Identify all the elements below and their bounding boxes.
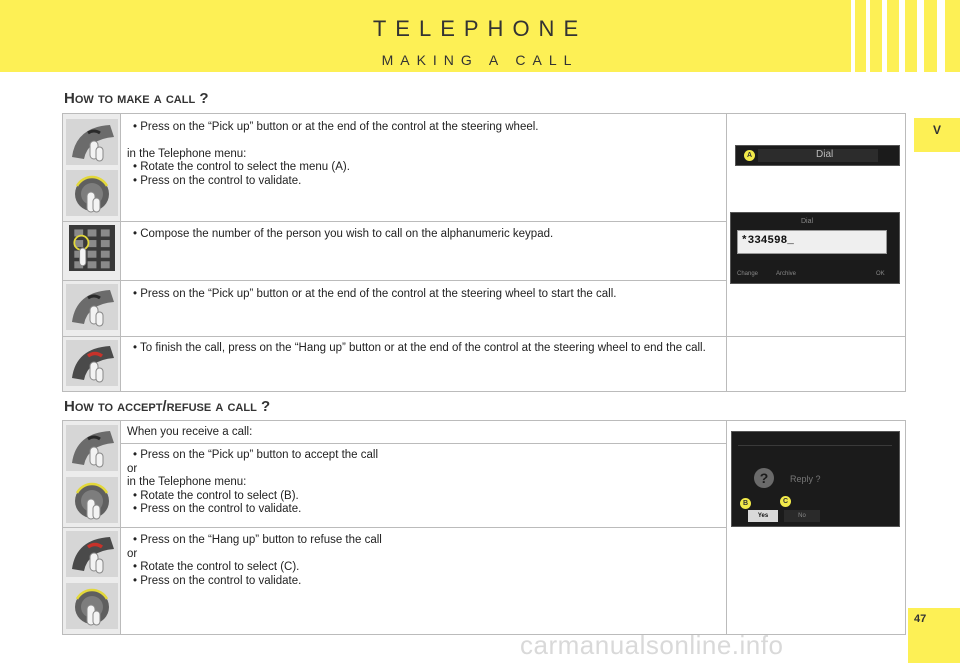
instruction-line: • Press on the “Pick up” button or at the end of the control at the steering wheel. xyxy=(133,121,539,133)
page-title: TELEPHONE xyxy=(372,16,588,41)
steering-pickup-icon xyxy=(66,119,118,165)
instruction-block xyxy=(127,121,727,188)
instruction-line: • Rotate the control to select (C). xyxy=(133,561,300,573)
rotary-control-icon xyxy=(66,583,118,629)
question-icon: ? xyxy=(754,468,774,488)
instruction-line: When you receive a call: xyxy=(127,426,253,438)
page-number: 47 xyxy=(908,608,960,663)
dial-menu-label: Dial xyxy=(816,149,834,160)
row-divider xyxy=(63,527,727,528)
dial-footer-archive: Archive xyxy=(776,271,797,277)
steering-hangup-icon xyxy=(66,340,118,386)
header-stripe xyxy=(866,0,870,72)
accept-refuse-panel xyxy=(62,420,906,635)
instruction-line: • Press on the control to validate. xyxy=(133,503,302,515)
instruction-block xyxy=(127,288,727,302)
instruction-block xyxy=(127,342,723,356)
dial-footer-ok: OK xyxy=(876,271,885,277)
instruction-line: • Rotate the control to select the menu (A). xyxy=(133,161,350,173)
header-stripe xyxy=(937,0,945,72)
header-stripe xyxy=(882,0,887,72)
instruction-block xyxy=(127,228,727,242)
instruction-line: • Rotate the control to select (B). xyxy=(133,489,299,502)
header-stripe xyxy=(899,0,905,72)
reply-screen xyxy=(731,431,900,527)
instruction-line: • To finish the call, press on the “Hang up” button or at the end of the control at the steering wheel to end the call. xyxy=(133,342,706,354)
dialed-number: *334598_ xyxy=(741,235,794,247)
instruction-line: • Compose the number of the person you wish to call on the alphanumeric keypad. xyxy=(133,228,554,240)
page-subtitle: MAKING A CALL xyxy=(381,52,579,68)
keypad-icon xyxy=(66,225,118,271)
rotary-control-icon xyxy=(66,170,118,216)
rotary-control-icon xyxy=(66,477,118,523)
instruction-block xyxy=(127,426,727,440)
dial-entry-screen xyxy=(730,212,900,284)
instruction-line: • Press on the “Pick up” button or at the end of the control at the steering wheel to start the call. xyxy=(133,288,617,300)
callout-badge: A xyxy=(744,150,755,161)
reply-prompt: Reply ? xyxy=(790,474,821,484)
steering-pickup-icon xyxy=(66,425,118,471)
instruction-line: or xyxy=(127,462,138,475)
make-call-panel xyxy=(62,113,906,392)
section-heading-make-call: How to make a call ? xyxy=(64,90,209,107)
callout-badge: C xyxy=(780,496,791,507)
row-divider xyxy=(63,336,905,337)
row-divider xyxy=(63,221,727,222)
header-stripe xyxy=(917,0,924,72)
instruction-line: or xyxy=(127,547,138,560)
instruction-line: • Press on the control to validate. xyxy=(133,174,302,187)
instruction-line: in the Telephone menu: xyxy=(127,476,247,488)
instruction-line: in the Telephone menu: xyxy=(127,147,247,160)
header-stripe xyxy=(851,0,855,72)
dial-menu-screen xyxy=(735,145,900,166)
row-divider xyxy=(121,443,727,444)
steering-pickup-icon xyxy=(66,284,118,330)
page-header xyxy=(0,0,960,72)
instruction-line: • Press on the “Pick up” button to accept the call xyxy=(133,449,379,461)
yes-option: Yes xyxy=(748,510,778,522)
instruction-block xyxy=(127,449,727,517)
instruction-line: • Press on the control to validate. xyxy=(133,574,302,587)
row-divider xyxy=(63,280,727,281)
instruction-block xyxy=(127,534,727,588)
steering-hangup-icon xyxy=(66,531,118,577)
watermark: carmanualsonline.info xyxy=(520,630,784,660)
chapter-tab: V xyxy=(914,118,960,152)
dial-footer-change: Change xyxy=(737,271,759,277)
instruction-line: • Press on the “Hang up” button to refuse the call xyxy=(133,534,382,546)
section-heading-accept-refuse: How to accept/refuse a call ? xyxy=(64,398,271,415)
dial-entry-header: Dial xyxy=(801,218,814,225)
no-option: No xyxy=(784,510,820,522)
callout-badge: B xyxy=(740,498,751,509)
